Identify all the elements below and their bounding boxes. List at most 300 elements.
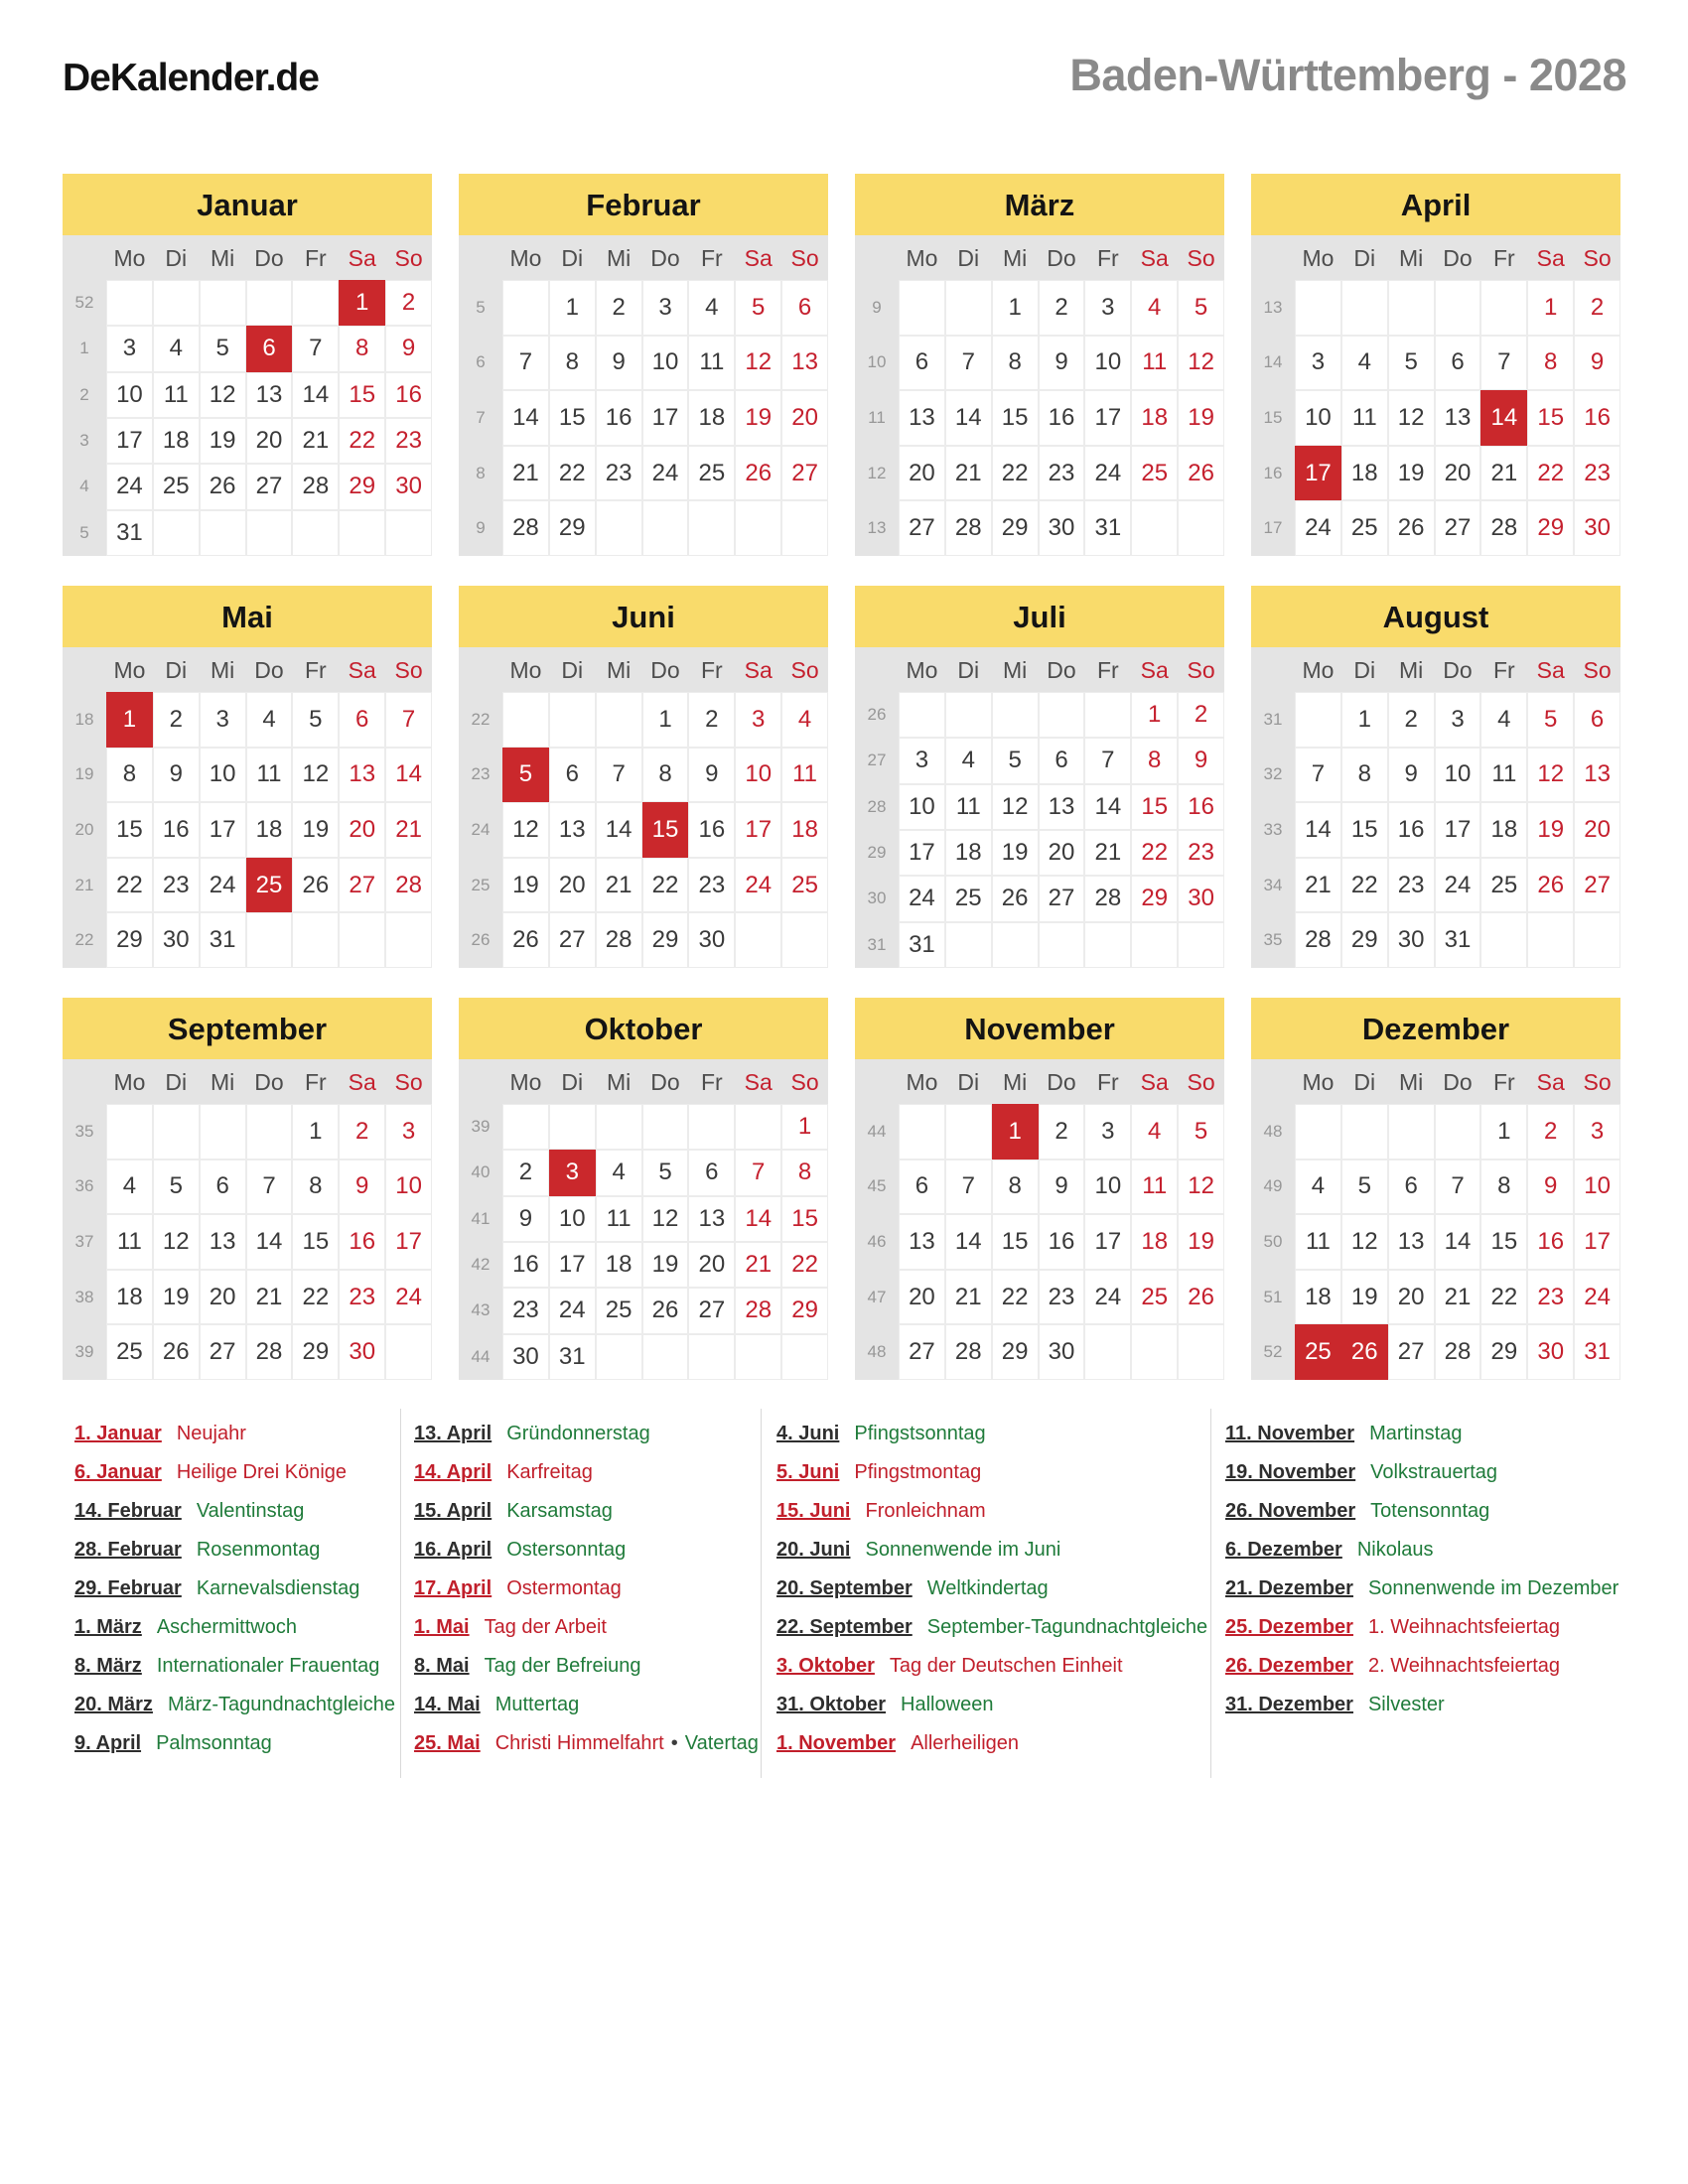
weekday-header: So — [394, 245, 423, 271]
day-cell: 12 — [992, 784, 1039, 830]
month-card-dezember — [1251, 998, 1620, 1380]
holiday-legend — [0, 1415, 1688, 1787]
weeks — [63, 280, 432, 556]
day-cell: 22 — [339, 418, 385, 464]
legend-date: 1. Januar — [74, 1423, 162, 1444]
day-cell: 19 — [1341, 1270, 1388, 1325]
month-title: August — [1251, 586, 1620, 647]
day-cell: 7 — [945, 336, 992, 391]
day-cell-empty — [502, 280, 549, 336]
day-cell: 3 — [735, 692, 781, 748]
legend-holiday-name: Sonnenwende im Dezember — [1367, 1577, 1619, 1599]
legend-holiday-name: Tag der Deutschen Einheit — [889, 1655, 1123, 1677]
day-cell: 20 — [200, 1270, 246, 1325]
week-number: 7 — [459, 390, 502, 446]
day-cell: 6 — [1039, 738, 1085, 783]
weekday-header-row — [63, 1059, 432, 1104]
legend-item — [776, 1724, 1207, 1763]
legend-item — [414, 1531, 759, 1570]
day-cell: 4 — [688, 280, 735, 336]
legend-item — [1225, 1453, 1618, 1492]
week-number: 49 — [1251, 1160, 1295, 1215]
day-cell: 27 — [899, 1324, 945, 1380]
day-cell-empty — [246, 280, 293, 326]
day-cell: 26 — [502, 912, 549, 968]
day-cell: 14 — [945, 390, 992, 446]
week-number: 17 — [1251, 500, 1295, 556]
weekday-header-row — [1251, 1059, 1620, 1104]
legend-holiday-name: Ostermontag — [506, 1577, 622, 1599]
day-cell: 8 — [642, 748, 689, 803]
legend-item — [776, 1570, 1207, 1608]
day-cell: 29 — [781, 1288, 828, 1333]
day-cell-holiday: 26 — [1341, 1324, 1388, 1380]
day-cell: 24 — [106, 464, 153, 509]
weekday-header: Mo — [113, 657, 146, 683]
day-cell-empty — [735, 912, 781, 968]
week-number: 27 — [855, 738, 899, 783]
month-card-juli — [855, 586, 1224, 968]
day-cell: 28 — [1435, 1324, 1481, 1380]
day-cell-empty — [385, 1324, 432, 1380]
legend-holiday-name: Nikolaus — [1356, 1539, 1434, 1561]
weekday-header: Do — [650, 245, 680, 271]
day-cell: 25 — [1480, 858, 1527, 913]
legend-holiday-name: Pfingstmontag — [854, 1461, 982, 1483]
day-cell: 7 — [1435, 1160, 1481, 1215]
day-cell: 2 — [153, 692, 200, 748]
day-cell: 20 — [781, 390, 828, 446]
day-cell: 12 — [1527, 748, 1574, 803]
legend-column-3 — [776, 1415, 1207, 1763]
legend-column-1 — [74, 1415, 395, 1763]
week-number: 13 — [855, 500, 899, 556]
day-cell-empty — [1295, 1104, 1341, 1160]
day-cell: 31 — [200, 912, 246, 968]
day-cell: 28 — [1295, 912, 1341, 968]
day-cell: 30 — [1388, 912, 1435, 968]
week-number: 39 — [459, 1104, 502, 1150]
day-cell: 3 — [899, 738, 945, 783]
weekday-header: So — [1583, 1069, 1612, 1095]
week-number: 52 — [1251, 1324, 1295, 1380]
weekday-header: Di — [957, 245, 980, 271]
day-cell: 1 — [1527, 280, 1574, 336]
weekday-header: Do — [1443, 1069, 1473, 1095]
day-cell: 23 — [1039, 446, 1085, 501]
weekday-header: Di — [165, 1069, 188, 1095]
day-cell: 10 — [1084, 1160, 1131, 1215]
day-cell-empty — [339, 510, 385, 556]
day-cell: 7 — [1480, 336, 1527, 391]
day-cell: 1 — [642, 692, 689, 748]
day-cell-empty — [735, 500, 781, 556]
legend-item — [1225, 1608, 1618, 1647]
week-number: 52 — [63, 280, 106, 326]
day-cell: 29 — [1131, 876, 1178, 921]
day-cell: 15 — [1131, 784, 1178, 830]
day-cell-empty — [596, 1334, 642, 1380]
day-cell: 17 — [385, 1214, 432, 1270]
day-cell: 31 — [549, 1334, 596, 1380]
weeks — [855, 1104, 1224, 1380]
day-cell: 27 — [246, 464, 293, 509]
day-cell-empty — [596, 692, 642, 748]
weekday-header: Mi — [1002, 245, 1028, 271]
day-cell: 9 — [596, 336, 642, 391]
legend-holiday-name: Internationaler Frauentag — [156, 1655, 380, 1677]
week-number: 37 — [63, 1214, 106, 1270]
week-number: 22 — [459, 692, 502, 748]
day-cell-holiday: 1 — [339, 280, 385, 326]
legend-holiday-name: Karfreitag — [506, 1461, 593, 1483]
week-number-column-spacer — [1251, 647, 1295, 693]
day-cell-empty — [1131, 500, 1178, 556]
day-cell: 11 — [153, 372, 200, 418]
day-cell-empty — [642, 500, 689, 556]
day-cell: 18 — [781, 802, 828, 858]
weekday-header: So — [1187, 245, 1215, 271]
weekday-header: Do — [650, 657, 680, 683]
day-cell-empty — [1178, 1324, 1224, 1380]
weekday-header: Fr — [1492, 245, 1515, 271]
weekday-header: Do — [1443, 245, 1473, 271]
day-cell: 8 — [992, 336, 1039, 391]
legend-holiday-name: Halloween — [901, 1694, 994, 1715]
day-cell: 4 — [1131, 1104, 1178, 1160]
week-number-column-spacer — [63, 235, 106, 281]
day-cell: 5 — [1178, 280, 1224, 336]
day-cell: 30 — [502, 1334, 549, 1380]
day-cell: 30 — [339, 1324, 385, 1380]
day-cell: 18 — [153, 418, 200, 464]
weekday-header-row — [63, 647, 432, 692]
week-number: 36 — [63, 1160, 106, 1215]
week-number: 25 — [459, 858, 502, 913]
weekday-header: So — [1187, 1069, 1215, 1095]
week-number: 8 — [459, 446, 502, 501]
day-cell: 31 — [1435, 912, 1481, 968]
legend-item — [1225, 1647, 1618, 1686]
day-cell: 5 — [1341, 1160, 1388, 1215]
day-cell: 10 — [106, 372, 153, 418]
weekday-header: So — [1187, 657, 1215, 683]
day-cell-empty — [642, 1334, 689, 1380]
legend-holiday-name: Karsamstag — [506, 1500, 613, 1522]
week-number: 38 — [63, 1270, 106, 1325]
day-cell: 29 — [339, 464, 385, 509]
day-cell: 4 — [1295, 1160, 1341, 1215]
legend-date: 15. Juni — [776, 1500, 851, 1522]
day-cell-empty — [1039, 692, 1085, 738]
day-cell-empty — [1388, 1104, 1435, 1160]
day-cell-holiday: 3 — [549, 1150, 596, 1195]
day-cell: 14 — [945, 1214, 992, 1270]
day-cell: 8 — [1341, 748, 1388, 803]
weekday-header: Mi — [210, 657, 235, 683]
day-cell: 24 — [735, 858, 781, 913]
weekday-header: Fr — [1492, 657, 1515, 683]
day-cell: 5 — [735, 280, 781, 336]
day-cell-empty — [385, 510, 432, 556]
day-cell: 6 — [899, 336, 945, 391]
day-cell: 13 — [246, 372, 293, 418]
day-cell-empty — [1435, 280, 1481, 336]
day-cell: 23 — [339, 1270, 385, 1325]
day-cell: 28 — [596, 912, 642, 968]
day-cell-holiday: 25 — [246, 858, 293, 913]
day-cell: 6 — [1388, 1160, 1435, 1215]
legend-item — [1225, 1531, 1618, 1570]
day-cell: 6 — [1574, 692, 1620, 748]
weekday-header: Di — [561, 657, 584, 683]
week-number-column-spacer — [459, 1059, 502, 1105]
week-number: 46 — [855, 1214, 899, 1270]
day-cell: 10 — [1574, 1160, 1620, 1215]
weekday-header-row — [855, 647, 1224, 692]
day-cell: 5 — [153, 1160, 200, 1215]
day-cell: 16 — [688, 802, 735, 858]
legend-item — [74, 1453, 395, 1492]
day-cell: 15 — [992, 1214, 1039, 1270]
day-cell: 10 — [735, 748, 781, 803]
day-cell: 13 — [1388, 1214, 1435, 1270]
day-cell: 4 — [1131, 280, 1178, 336]
day-cell-empty — [1084, 1324, 1131, 1380]
day-cell: 16 — [1039, 1214, 1085, 1270]
weekday-header: Mi — [1002, 1069, 1028, 1095]
day-cell: 19 — [992, 830, 1039, 876]
day-cell-empty — [292, 510, 339, 556]
week-number-column-spacer — [855, 647, 899, 693]
day-cell: 11 — [1131, 336, 1178, 391]
day-cell: 14 — [1084, 784, 1131, 830]
weekday-header: Do — [254, 245, 284, 271]
legend-item — [414, 1415, 759, 1453]
day-cell: 18 — [1131, 1214, 1178, 1270]
day-cell: 30 — [385, 464, 432, 509]
day-cell: 7 — [945, 1160, 992, 1215]
day-cell: 4 — [781, 692, 828, 748]
day-cell: 23 — [1039, 1270, 1085, 1325]
day-cell: 7 — [502, 336, 549, 391]
day-cell: 2 — [1388, 692, 1435, 748]
day-cell-empty — [1341, 280, 1388, 336]
day-cell: 21 — [735, 1242, 781, 1288]
day-cell: 12 — [735, 336, 781, 391]
legend-item — [1225, 1492, 1618, 1531]
day-cell: 23 — [596, 446, 642, 501]
weekday-header: Mo — [906, 1069, 938, 1095]
weekday-header: Fr — [304, 657, 327, 683]
day-cell: 29 — [1341, 912, 1388, 968]
week-number: 11 — [855, 390, 899, 446]
day-cell: 18 — [1341, 446, 1388, 501]
day-cell: 29 — [106, 912, 153, 968]
day-cell: 2 — [502, 1150, 549, 1195]
day-cell: 4 — [945, 738, 992, 783]
legend-holiday-name: 1. Weihnachtsfeiertag — [1367, 1616, 1561, 1638]
legend-date: 8. März — [74, 1655, 142, 1677]
day-cell: 19 — [200, 418, 246, 464]
day-cell-empty — [106, 280, 153, 326]
day-cell: 8 — [1131, 738, 1178, 783]
day-cell: 24 — [642, 446, 689, 501]
day-cell-empty — [153, 280, 200, 326]
day-cell: 25 — [945, 876, 992, 921]
legend-item — [776, 1453, 1207, 1492]
weekday-header: So — [1583, 245, 1612, 271]
weekday-header: Di — [561, 245, 584, 271]
legend-date: 6. Januar — [74, 1461, 162, 1483]
day-cell: 25 — [1131, 446, 1178, 501]
legend-date: 9. April — [74, 1732, 142, 1754]
weekday-header: So — [790, 245, 819, 271]
weekday-header: Sa — [1536, 245, 1565, 271]
day-cell: 18 — [106, 1270, 153, 1325]
day-cell: 14 — [1435, 1214, 1481, 1270]
weekday-header: Do — [254, 1069, 284, 1095]
week-number: 30 — [855, 876, 899, 921]
day-cell-empty — [688, 500, 735, 556]
day-cell: 22 — [549, 446, 596, 501]
weekday-header: Mi — [1398, 245, 1424, 271]
day-cell: 4 — [246, 692, 293, 748]
day-cell: 4 — [1341, 336, 1388, 391]
day-cell: 14 — [1295, 802, 1341, 858]
weekday-header: Di — [957, 1069, 980, 1095]
legend-holiday-name: September-Tagundnachtgleiche — [926, 1616, 1208, 1638]
legend-item — [74, 1686, 395, 1724]
day-cell: 25 — [1131, 1270, 1178, 1325]
day-cell-holiday: 14 — [1480, 390, 1527, 446]
day-cell-empty — [106, 1104, 153, 1160]
weekday-header: Di — [165, 245, 188, 271]
day-cell: 14 — [735, 1196, 781, 1242]
day-cell: 16 — [1178, 784, 1224, 830]
weekday-header: Sa — [1140, 657, 1169, 683]
day-cell: 27 — [781, 446, 828, 501]
day-cell: 24 — [385, 1270, 432, 1325]
day-cell: 5 — [1527, 692, 1574, 748]
day-cell: 24 — [1084, 446, 1131, 501]
month-card-januar — [63, 174, 432, 556]
day-cell-empty — [246, 510, 293, 556]
week-number: 45 — [855, 1160, 899, 1215]
day-cell: 9 — [339, 1160, 385, 1215]
day-cell: 10 — [642, 336, 689, 391]
day-cell: 2 — [688, 692, 735, 748]
day-cell-empty — [781, 500, 828, 556]
week-number: 35 — [63, 1104, 106, 1160]
weekday-header: Mo — [509, 245, 542, 271]
legend-item — [74, 1570, 395, 1608]
day-cell: 11 — [1295, 1214, 1341, 1270]
legend-holiday-name: Pfingstsonntag — [854, 1423, 986, 1444]
legend-holiday-name: Fronleichnam — [865, 1500, 986, 1522]
day-cell-holiday: 25 — [1295, 1324, 1341, 1380]
legend-item — [776, 1492, 1207, 1531]
weekday-header-row — [459, 1059, 828, 1104]
month-title: Juni — [459, 586, 828, 647]
legend-item — [1225, 1686, 1618, 1724]
weekday-header: Di — [1353, 657, 1376, 683]
day-cell: 8 — [781, 1150, 828, 1195]
day-cell-empty — [292, 280, 339, 326]
week-number: 9 — [459, 500, 502, 556]
week-number: 31 — [855, 922, 899, 968]
legend-divider — [761, 1409, 762, 1778]
day-cell: 23 — [153, 858, 200, 913]
day-cell: 17 — [1574, 1214, 1620, 1270]
day-cell: 3 — [1295, 336, 1341, 391]
day-cell: 8 — [549, 336, 596, 391]
day-cell: 20 — [688, 1242, 735, 1288]
legend-holiday-name: Heilige Drei Könige — [176, 1461, 348, 1483]
weekday-header: Mo — [1302, 1069, 1335, 1095]
week-number: 26 — [459, 912, 502, 968]
legend-holiday-name: Volkstrauertag — [1370, 1461, 1498, 1483]
week-number: 28 — [855, 784, 899, 830]
day-cell: 3 — [642, 280, 689, 336]
week-number: 23 — [459, 748, 502, 803]
day-cell: 6 — [688, 1150, 735, 1195]
day-cell: 12 — [1178, 1160, 1224, 1215]
day-cell-empty — [1388, 280, 1435, 336]
day-cell: 16 — [1039, 390, 1085, 446]
day-cell: 9 — [1178, 738, 1224, 783]
day-cell: 28 — [385, 858, 432, 913]
day-cell: 22 — [292, 1270, 339, 1325]
day-cell: 30 — [1527, 1324, 1574, 1380]
legend-date: 5. Juni — [776, 1461, 840, 1483]
day-cell-empty — [502, 1104, 549, 1150]
weeks — [459, 692, 828, 968]
day-cell: 9 — [153, 748, 200, 803]
day-cell: 10 — [1435, 748, 1481, 803]
day-cell: 17 — [549, 1242, 596, 1288]
day-cell: 12 — [1388, 390, 1435, 446]
legend-item — [1225, 1570, 1618, 1608]
legend-item — [776, 1531, 1207, 1570]
week-number: 19 — [63, 748, 106, 803]
week-number: 20 — [63, 802, 106, 858]
legend-date: 11. November — [1225, 1423, 1355, 1444]
day-cell: 27 — [1574, 858, 1620, 913]
day-cell-empty — [992, 922, 1039, 968]
day-cell: 24 — [549, 1288, 596, 1333]
site-logo[interactable]: DeKalender.de — [63, 57, 319, 99]
day-cell: 20 — [1435, 446, 1481, 501]
day-cell: 2 — [1178, 692, 1224, 738]
weekday-header: Di — [1353, 1069, 1376, 1095]
day-cell: 19 — [502, 858, 549, 913]
day-cell: 20 — [899, 446, 945, 501]
legend-date: 26. November — [1225, 1500, 1356, 1522]
legend-date: 26. Dezember — [1225, 1655, 1353, 1677]
day-cell: 15 — [339, 372, 385, 418]
day-cell: 21 — [246, 1270, 293, 1325]
week-number-column-spacer — [1251, 1059, 1295, 1105]
legend-holiday-name: Tag der Arbeit — [484, 1616, 607, 1638]
day-cell: 5 — [642, 1150, 689, 1195]
legend-holiday-name: Christi Himmelfahrt — [494, 1732, 664, 1754]
day-cell: 23 — [1574, 446, 1620, 501]
day-cell: 20 — [1574, 802, 1620, 858]
day-cell: 9 — [688, 748, 735, 803]
day-cell: 28 — [246, 1324, 293, 1380]
weeks — [63, 692, 432, 968]
